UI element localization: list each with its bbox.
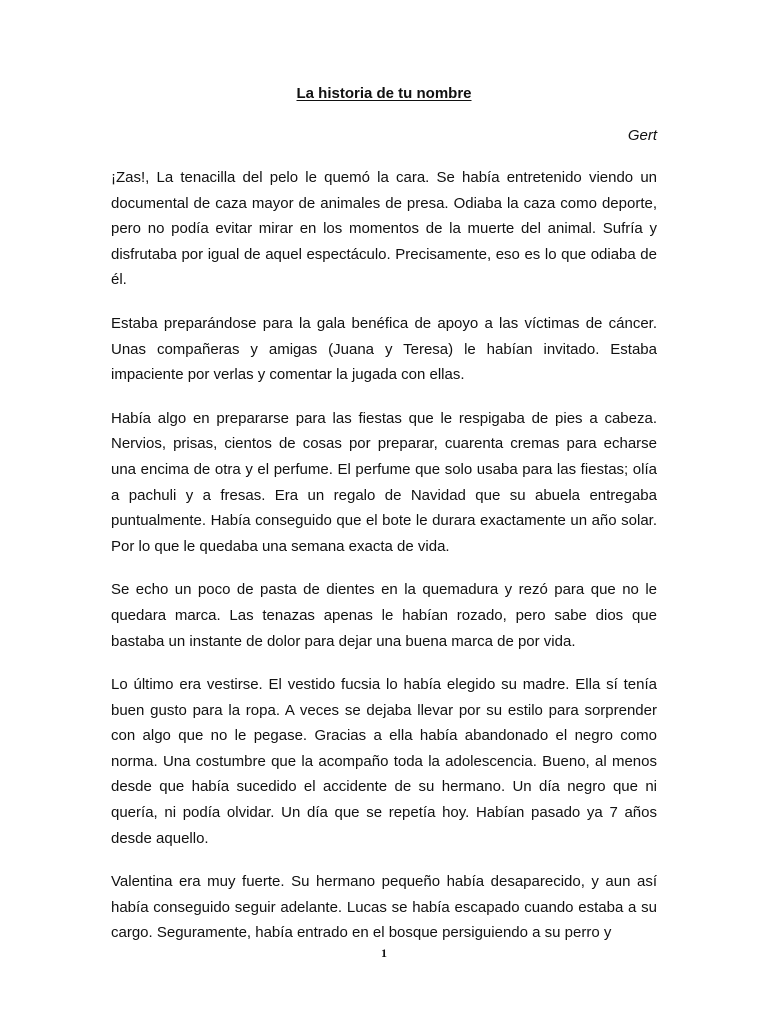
paragraph-4: Se echo un poco de pasta de dientes en la quemadura y rezó para que no le quedara marca. Las tenazas apenas le habían rozado, pero sabe dios que bastaba un instante de dolor para dejar una buena marca de por vida. xyxy=(111,581,657,650)
paragraph-5: Lo último era vestirse. El vestido fucsia lo había elegido su madre. Ella sí tenía buen gusto para la ropa. A veces se dejaba llevar por su estilo para sorprender con algo que no le pegase. Gracias a ella había abandonado el negro como norma. Una costumbre que la acompaño toda la adolescencia. Bueno, al menos desde que había sucedido el accidente de su hermano. Un día negro que ni quería, ni podía olvidar. Un día que se repetía hoy. Habían pasado ya 7 años desde aquello. xyxy=(111,676,657,847)
page-number: 1 xyxy=(381,946,387,960)
paragraph-6: Valentina era muy fuerte. Su hermano pequeño había desaparecido, y aun así había conseguido seguir adelante. Lucas se había escapado cuando estaba a su cargo. Seguramente, había entrado en el bosque persiguiendo a su perro y xyxy=(111,873,657,942)
document-title: La historia de tu nombre xyxy=(296,85,472,102)
author-name: Gert xyxy=(627,127,657,144)
paragraph-2: Estaba preparándose para la gala benéfica de apoyo a las víctimas de cáncer. Unas compañeras y amigas (Juana y Teresa) le habían invitado. Estaba impaciente por verlas y comentar la jugada con ellas. xyxy=(111,314,657,384)
document-body xyxy=(111,165,657,964)
paragraph-3: Había algo en prepararse para las fiestas que le respigaba de pies a cabeza. Nervios, prisas, cientos de cosas por preparar, cuarenta cremas para echarse una encima de otra y el perfume. El perfume que solo usaba para las fiestas; olía a pachuli y a fresas. Era un regalo de Navidad que su abuela entregaba puntualmente. Había conseguido que el bote le durara exactamente un año solar. Por lo que le quedaba una semana exacta de vida. xyxy=(111,409,657,555)
paragraph-1: ¡Zas!, La tenacilla del pelo le quemó la cara. Se había entretenido viendo un documental de caza mayor de animales de presa. Odiaba la caza como deporte, pero no podía evitar mirar en los momentos de la muerte del animal. Sufría y disfrutaba por igual de aquel espectáculo. Precisamente, eso es lo que odiaba de él. xyxy=(111,169,657,289)
